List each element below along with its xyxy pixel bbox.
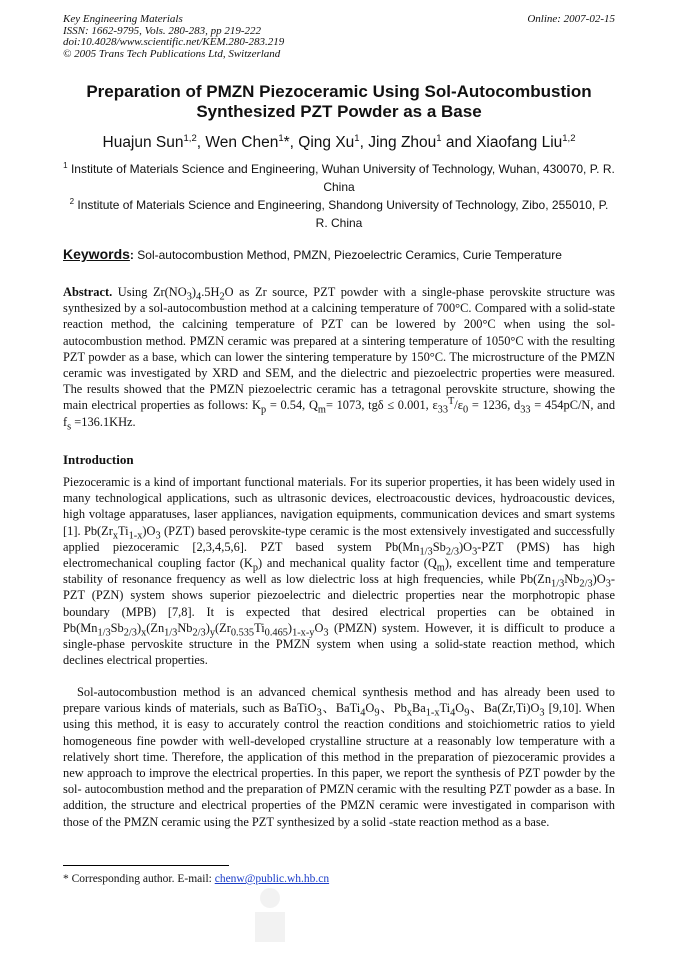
journal-name: Key Engineering Materials: [63, 13, 183, 25]
affiliation-number: 1: [63, 161, 68, 170]
affiliation-1: [63, 160, 615, 196]
subscript: 2/3: [123, 627, 137, 639]
paragraph-text: ): [136, 620, 142, 635]
subscript: x: [112, 530, 119, 542]
affiliation-text: Institute of Materials Science and Engineering, Wuhan University of Technology, Wuhan, 430070, P. R. China: [70, 162, 615, 194]
subscript: y: [209, 627, 216, 639]
subscript: m: [436, 562, 445, 574]
paragraph-text: Ba: [411, 701, 426, 716]
paragraph-text: (Zn: [146, 620, 165, 635]
paragraph-text: Nb: [564, 572, 580, 587]
author-separator: ,: [359, 134, 369, 151]
author-name: Qing Xu: [298, 134, 355, 151]
subscript: 9: [374, 707, 380, 719]
author-separator: and: [441, 134, 477, 151]
paragraph-text: ), excellent time and temperature stability of resonance frequency as well as low dielectric loss at high frequencies, while Pb(Zn: [63, 556, 615, 587]
subscript: 3: [316, 707, 322, 719]
section-heading: Introduction: [63, 452, 134, 467]
abstract-label: Abstract.: [63, 285, 113, 299]
abstract-text: Using Zr(NO: [117, 285, 187, 299]
abstract-text: =136.1KHz.: [74, 414, 136, 429]
subscript: 33: [437, 404, 448, 416]
paragraph-text: ): [205, 620, 210, 635]
subscript: 2/3: [192, 627, 206, 639]
publication-header: [63, 14, 615, 60]
paragraph-text: Sb: [432, 539, 446, 554]
copyright-line: © 2005 Trans Tech Publications Ltd, Switzerland: [63, 47, 281, 60]
keywords-text: Sol-autocombustion Method, PMZN, Piezoelectric Ceramics, Curie Temperature: [137, 248, 562, 262]
subscript: 9: [464, 707, 470, 719]
subscript: 4: [196, 291, 202, 303]
keywords-section: Keywords: Sol-autocombustion Method, PMZN, Piezoelectric Ceramics, Curie Temperature: [63, 246, 562, 262]
subscript: 33: [520, 404, 531, 416]
paragraph-text: -PZT (PZN) system shows superior piezoelectric and dielectric properties near the morphotropic phase boundary (MPB) [7,8]. It is expected that desired electrical properties can be obtained in Pb(Mn: [63, 572, 615, 635]
paragraph-text: ): [287, 620, 293, 635]
corresponding-star: *: [283, 134, 290, 151]
subscript: 0.465: [264, 627, 288, 639]
abstract-text: ): [191, 285, 197, 299]
email-link[interactable]: chenw@public.wh.hb.cn: [214, 873, 330, 885]
superscript: T: [447, 396, 455, 408]
paragraph-text: (PMZN) system. However, it is difficult to produce a single-phase pervoskite structure in the PMZN system when using a solid-state reaction method, which declines electrical properties.: [63, 620, 615, 668]
abstract-text: O as Zr source, PZT powder with a single-phase perovskite structure was synthesized by a sol-autocombustion method at a calcining temperature of 700°C. Compared with a solid-state reaction method, the calcining temperature of PZT can be lowered by 200°C when using the sol-autocombustion method. PMZN ceramic was prepared at a sintering temperature of 1050°C with the resulting PZT powder as a base, which can lower the sintering temperature by 150°C. The microstructure of the PMZN ceramic was investigated by XRD and SEM, and the dielectric and piezoelectric properties were measured. The results showed that the PMZN piezoelectric ceramic has a tetragonal perovskite structure, showing the main electrical properties as follows: K: [63, 285, 615, 413]
abstract-text: = 1073, tgδ ≤ 0.001, ε: [325, 398, 438, 413]
doi-line: doi:10.4028/www.scientific.net/KEM.280-283.219: [63, 36, 285, 48]
abstract: [63, 284, 616, 433]
paragraph-text: 、BaTi: [321, 701, 361, 716]
paragraph-text: O: [314, 620, 324, 635]
subscript: 2: [219, 291, 225, 303]
intro-paragraph-2: [63, 684, 615, 830]
abstract-text: = 454pC/N, and f: [63, 398, 616, 429]
abstract-text: = 0.54, Q: [269, 398, 318, 413]
subscript: p: [260, 404, 267, 416]
issn-line: ISSN: 1662-9795, Vols. 280-283, pp 219-222: [63, 24, 261, 37]
intro-paragraph-1: [63, 474, 615, 668]
subscript: 3: [155, 530, 161, 542]
subscript: p: [252, 562, 258, 574]
subscript: 2/3: [579, 578, 593, 590]
paragraph-text: -PZT (PMS) has high electromechanical coupling factor (K: [63, 539, 616, 571]
author-separator: ,: [289, 134, 299, 151]
author-list: [40, 134, 638, 152]
paragraph-text: 、Ba(Zr,Ti)O: [469, 701, 540, 716]
subscript: 2/3: [445, 546, 460, 558]
paragraph-text: [9,10]. When using this method, it is easy to accurately control the reaction conditions and stoichiometric ratios to yield homogeneous fine powder with well-developed crystalline structure at a reasonably low temperature with a relatively short time. Therefore, the application of this method in the preparation of piezoceramic provides a new approach to improve the electrical properties. In this paper, we report the synthesis of PZT powder by the sol- autocombustion method and the preparation of PMZN ceramic with the resulting PZT powder as a base. In addition, the structure and electrical properties of the PMZN ceramic were investigated in comparison with those of the PMZN ceramic using the PZT synthesized by a solid -state reaction method as a base.: [63, 701, 615, 829]
paragraph-text: )O: [142, 523, 156, 538]
affiliation-2: [63, 196, 615, 232]
subscript: 1/3: [164, 627, 178, 639]
paragraph-text: Ti: [254, 620, 265, 635]
paragraph-text: O: [365, 701, 375, 716]
subscript: s: [67, 421, 72, 433]
author-affil-sup: 1: [436, 132, 442, 144]
subscript: 3: [605, 578, 611, 590]
online-date: Online: 2007-02-15: [527, 13, 615, 25]
paragraph-text: (PZT) based perovskite-type ceramic is the most extensively investigated and successfully applied piezoceramic [2,3,4,5,6]. PZT based system Pb(Mn: [63, 523, 616, 554]
subscript: 1-x: [425, 707, 440, 719]
subscript: 1/3: [97, 627, 111, 639]
subscript: 0: [462, 404, 469, 416]
subscript: 3: [186, 291, 192, 303]
subscript: 4: [360, 707, 366, 719]
subscript: 1/3: [551, 578, 565, 590]
footnote-divider: [63, 865, 229, 866]
paragraph-text: Piezoceramic is a kind of important functional materials. For its superior properties, it has been widely used in many technological applications, such as ultrasonic devices, electroacoustic devices, hydroacoustic devices, high voltage apparatuses, laser appliances, navigation equipments, communication devices and smart systems [1]. Pb(Zr: [63, 475, 615, 538]
paragraph-text: 、Pb: [379, 701, 407, 716]
subscript: x: [406, 707, 412, 719]
subscript: 3: [472, 546, 478, 558]
author-name: Xiaofang Liu: [476, 134, 563, 151]
subscript: 3: [323, 627, 329, 639]
author-name: Wen Chen: [205, 134, 279, 151]
subscript: 1-x-y: [292, 627, 315, 639]
subscript: 0.535: [230, 627, 255, 639]
author-affil-sup: 1: [354, 132, 360, 144]
paragraph-text: Nb: [177, 620, 193, 635]
affiliation-text: Institute of Materials Science and Engineering, Shandong University of Technology, Zibo, 255010, P. R. China: [77, 198, 609, 230]
paragraph-text: Ti: [118, 523, 129, 538]
paragraph-text: (Zr: [215, 620, 231, 635]
author-affil-sup: 1: [278, 132, 284, 144]
paragraph-text: ) and mechanical quality factor (Q: [258, 556, 437, 571]
subscript: m: [317, 404, 326, 416]
paragraph-text: Ti: [439, 701, 451, 716]
abstract-text: .5H: [201, 285, 220, 299]
abstract-text: = 1236, d: [471, 398, 521, 413]
author-affil-sup: 1,2: [183, 132, 197, 144]
author-name: Huajun Sun: [102, 134, 184, 151]
subscript: 1-x: [128, 530, 143, 542]
author-affil-sup: 1,2: [562, 132, 576, 144]
keywords-label: Keywords: [63, 246, 130, 262]
watermark-logo-icon: [240, 880, 300, 950]
subscript: 1/3: [419, 546, 433, 558]
abstract-text: /ε: [454, 398, 463, 413]
subscript: 3: [539, 707, 545, 719]
author-separator: ,: [196, 134, 206, 151]
subscript: x: [141, 627, 147, 639]
paragraph-text: O: [455, 701, 465, 716]
footnote-text: * Corresponding author. E-mail:: [63, 873, 215, 885]
paper-title: Preparation of PMZN Piezoceramic Using Sol-Autocombustion Synthesized PZT Powder as a Base: [86, 82, 592, 121]
paragraph-text: Sol-autocombustion method is an advanced chemical synthesis method and has already been used to prepare various kinds of materials, such as BaTiO: [63, 685, 615, 716]
paragraph-text: )O: [459, 539, 473, 554]
paragraph-text: Sb: [110, 620, 124, 635]
affiliation-number: 2: [69, 197, 75, 206]
author-name: Jing Zhou: [368, 134, 437, 151]
subscript: 4: [450, 707, 456, 719]
paragraph-text: )O: [592, 572, 606, 587]
